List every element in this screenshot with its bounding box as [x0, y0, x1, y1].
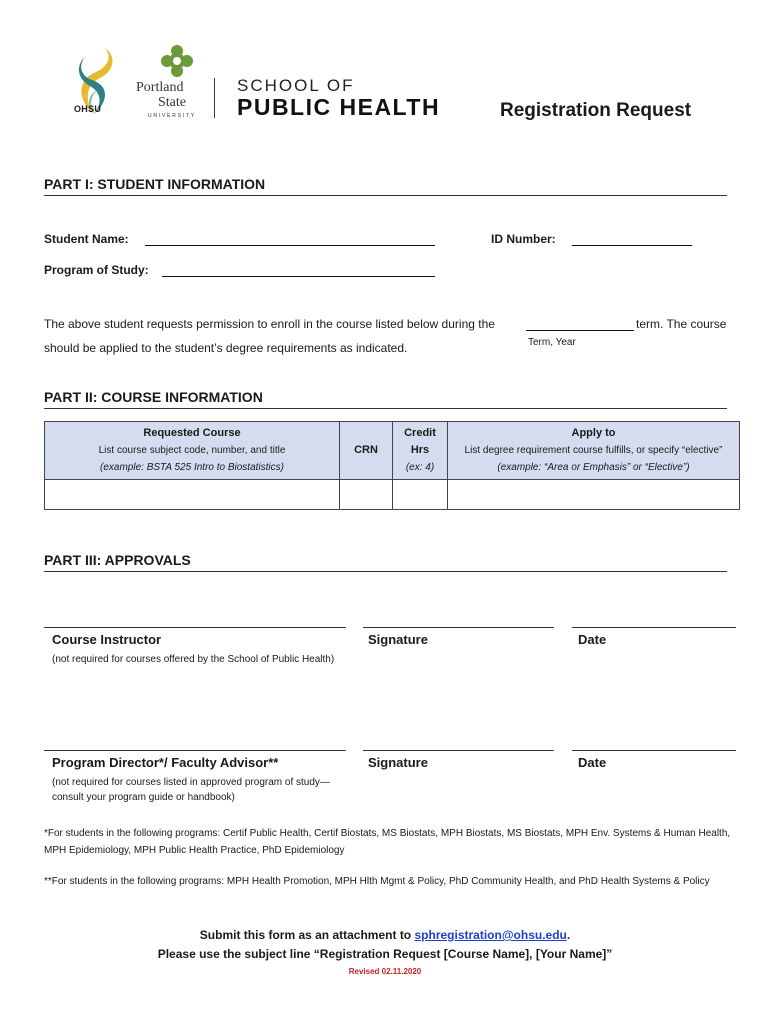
- id-number-field[interactable]: [572, 232, 692, 246]
- course-table: [44, 421, 740, 510]
- statement-line1-end: term. The course: [636, 317, 727, 331]
- col-apply-to: Apply to List degree requirement course fulfills, or specify “elective” (example: “Area or Emphasis” or “Elective”): [448, 422, 740, 480]
- part2-rule: [44, 408, 727, 409]
- instructor-date-label: Date: [578, 632, 607, 647]
- part3-title: PART III: APPROVALS: [44, 552, 191, 568]
- psu-university-text: UNIVERSITY: [148, 113, 197, 119]
- form-title: Registration Request: [500, 100, 692, 121]
- part1-rule: [44, 195, 727, 196]
- school-of-text: SCHOOL OF: [237, 76, 355, 95]
- director-date-line[interactable]: [572, 750, 736, 751]
- term-hint: Term, Year: [528, 337, 576, 348]
- table-row: [45, 480, 740, 510]
- director-note: (not required for courses listed in approved program of study—consult your program guide or handbook): [52, 777, 330, 803]
- logo-divider: [214, 78, 215, 118]
- requested-course-cell[interactable]: [45, 480, 340, 510]
- revised-date: Revised 02.11.2020: [348, 967, 422, 976]
- program-field[interactable]: [162, 263, 435, 277]
- credit-hours-cell[interactable]: [393, 480, 448, 510]
- director-line[interactable]: [44, 750, 346, 751]
- student-name-label: Student Name:: [44, 232, 129, 246]
- footnote-double-star: **For students in the following programs: MPH Health Promotion, MPH Hlth Mgmt & Policy, PhD Community Health, and PhD Health Systems & Policy: [44, 876, 710, 887]
- instructor-date-line[interactable]: [572, 627, 736, 628]
- col-credit-hours: Credit Hrs (ex: 4): [393, 422, 448, 480]
- program-label: Program of Study:: [44, 263, 149, 277]
- director-signature-line[interactable]: [363, 750, 554, 751]
- id-number-label: ID Number:: [491, 232, 556, 246]
- instructor-signature-line[interactable]: [363, 627, 554, 628]
- col-requested-course: Requested Course List course subject code, number, and title (example: BSTA 525 Intro to Biostatistics): [45, 422, 340, 480]
- course-table-header: [45, 422, 740, 480]
- footnote-single-star: *For students in the following programs: Certif Public Health, Certif Biostats, MS Biostats, MPH Biostats, MS Biostats, MPH Env. Systems & Human Health, MPH Epidemiology, MPH Public Health Practice, PhD Epidemiology: [44, 828, 731, 856]
- subject-line-instruction: Please use the subject line “Registration Request [Course Name], [Your Name]”: [157, 947, 613, 961]
- term-field[interactable]: [526, 317, 634, 331]
- director-label: Program Director*/ Faculty Advisor**: [52, 755, 279, 770]
- psu-logo-icon: [160, 44, 194, 78]
- statement-line2: should be applied to the student’s degree requirements as indicated.: [44, 341, 408, 355]
- part3-rule: [44, 571, 727, 572]
- crn-cell[interactable]: [340, 480, 393, 510]
- apply-to-cell[interactable]: [448, 480, 740, 510]
- public-health-text: PUBLIC HEALTH: [237, 94, 441, 120]
- director-date-label: Date: [578, 755, 607, 770]
- col-crn: CRN: [340, 422, 393, 480]
- part1-title: PART I: STUDENT INFORMATION: [44, 176, 266, 192]
- statement-line1: The above student requests permission to enroll in the course listed below during the: [44, 317, 495, 331]
- instructor-line[interactable]: [44, 627, 346, 628]
- ohsu-wordmark: OHSU: [74, 104, 102, 114]
- director-signature-label: Signature: [368, 755, 428, 770]
- instructor-signature-label: Signature: [368, 632, 428, 647]
- part2-title: PART II: COURSE INFORMATION: [44, 389, 263, 405]
- psu-wordmark: Portland State: [136, 80, 186, 110]
- instructor-label: Course Instructor: [52, 632, 162, 647]
- student-name-field[interactable]: [145, 232, 435, 246]
- instructor-note: (not required for courses offered by the School of Public Health): [52, 654, 335, 665]
- submit-instruction: Submit this form as an attachment to sphregistration@ohsu.edu.: [199, 928, 571, 942]
- submit-email-link[interactable]: sphregistration@ohsu.edu: [414, 928, 567, 942]
